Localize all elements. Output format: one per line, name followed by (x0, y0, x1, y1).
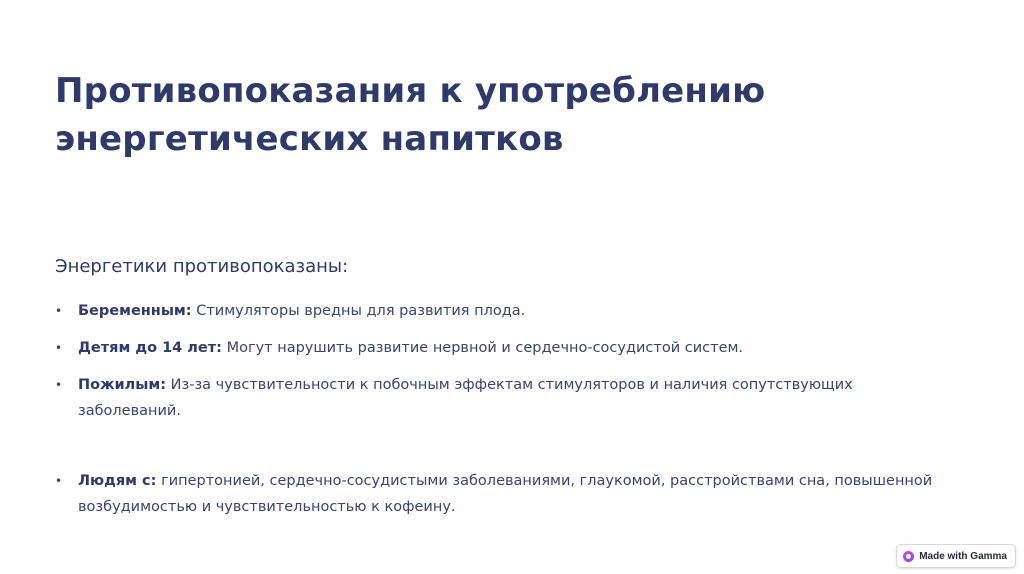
list-item-label: Детям до 14 лет: (78, 340, 222, 356)
list-item-text: Стимуляторы вредны для развития плода. (191, 303, 526, 319)
list-item-label: Беременным: (78, 303, 192, 319)
list-item-label: Людям с: (78, 473, 157, 489)
gamma-logo-icon (903, 551, 914, 562)
list-item-label: Пожилым: (78, 377, 167, 393)
made-with-gamma-badge[interactable] (896, 544, 1016, 568)
slide-subtitle: Энергетики противопоказаны: (55, 256, 349, 277)
list-item (55, 298, 955, 324)
slide-title (55, 67, 955, 163)
slide-title-line1: Противопоказания к употреблению (55, 71, 766, 111)
bullet-icon: • (55, 341, 63, 355)
contraindications-list (55, 298, 955, 520)
list-item-text: гипертонией, сердечно-сосудистыми заболеваниями, глаукомой, расстройствами сна, повышенной возбудимостью и чувствительностью к кофеину. (78, 473, 933, 515)
bullet-icon: • (55, 474, 63, 488)
list-item (55, 335, 955, 361)
bullet-icon: • (55, 378, 63, 392)
slide-title-line2: энергетических напитков (55, 119, 564, 159)
bullet-icon: • (55, 304, 63, 318)
list-item (55, 468, 955, 520)
list-item-text: Из-за чувствительности к побочным эффектам стимуляторов и наличия сопутствующих заболеваний. (78, 377, 853, 419)
list-item-text: Могут нарушить развитие нервной и сердечно-сосудистой систем. (221, 340, 744, 356)
list-item (55, 372, 955, 424)
badge-label: Made with Gamma (919, 550, 1007, 562)
